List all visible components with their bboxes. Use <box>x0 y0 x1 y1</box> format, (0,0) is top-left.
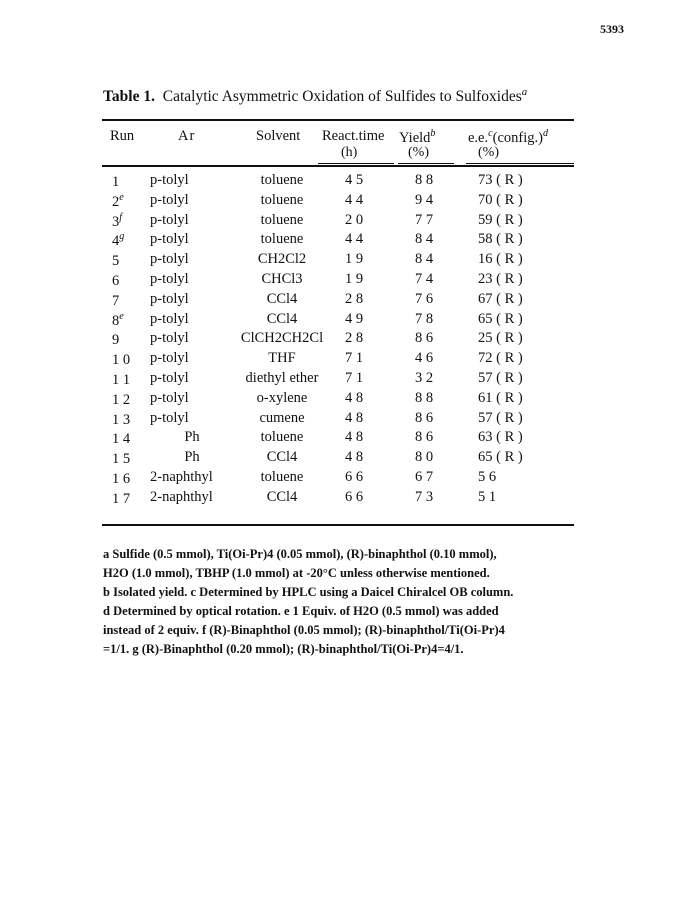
table-top-rule <box>102 119 574 121</box>
ee-cell-text: 23 ( R ) <box>478 271 523 287</box>
solvent-cell <box>226 330 338 347</box>
yield-cell <box>404 390 444 407</box>
ee-cell-text: 25 ( R ) <box>478 330 523 347</box>
react-time-cell-text: 4 8 <box>344 409 364 426</box>
ar-cell-text: p-tolyl <box>150 191 189 208</box>
run-cell <box>112 311 146 330</box>
ee-cell <box>478 469 538 486</box>
yield-cell-text: 8 6 <box>414 429 434 446</box>
run-cell <box>112 192 146 211</box>
ar-cell <box>150 291 232 308</box>
ee-cell <box>478 172 538 189</box>
ar-cell-text: p-tolyl <box>150 290 189 307</box>
solvent-cell <box>226 390 338 407</box>
ar-cell-text: p-tolyl <box>150 271 189 287</box>
table-row <box>0 489 683 509</box>
run-cell <box>112 429 146 448</box>
yield-cell <box>404 271 444 288</box>
table-bottom-rule <box>102 524 574 526</box>
solvent-cell-text: o-xylene <box>256 389 308 406</box>
solvent-cell-text: cumene <box>259 409 305 426</box>
yield-cell-text: 7 4 <box>414 271 434 287</box>
ee-cell-text: 61 ( R ) <box>478 389 523 406</box>
table-row <box>0 410 683 430</box>
react-time-cell-text: 2 0 <box>344 211 364 228</box>
unit-yield: (%) <box>408 145 429 160</box>
react-time-cell-text: 7 1 <box>344 350 364 367</box>
solvent-cell-text: CHCl3 <box>261 271 303 287</box>
solvent-cell-text: toluene <box>260 191 304 208</box>
ee-footnote-mark: c <box>488 128 493 139</box>
yield-cell-text: 8 8 <box>414 172 434 188</box>
run-cell <box>112 330 146 349</box>
yield-cell-text: 7 7 <box>414 211 434 228</box>
react-time-cell <box>335 449 373 466</box>
ar-cell-text: p-tolyl <box>150 370 189 386</box>
run-cell-text: 9 <box>112 332 120 349</box>
solvent-cell-text: toluene <box>260 172 304 188</box>
yield-cell-text: 8 0 <box>414 449 434 466</box>
yield-cell-text: 7 3 <box>414 488 434 505</box>
ar-cell <box>150 489 232 506</box>
yield-cell <box>404 330 444 347</box>
yield-cell <box>404 212 444 229</box>
ee-cell-text: 58 ( R ) <box>478 231 523 248</box>
ee-cell-text: 70 ( R ) <box>478 191 523 208</box>
react-time-cell-text: 4 9 <box>344 310 364 327</box>
react-time-cell-text: 4 8 <box>344 429 364 446</box>
table-row <box>0 449 683 469</box>
solvent-cell <box>226 410 338 427</box>
run-cell <box>112 469 146 488</box>
footnote-line: a Sulfide (0.5 mmol), Ti(Oi-Pr)4 (0.05 mmol), (R)-binaphthol (0.10 mmol), <box>103 547 497 561</box>
ar-cell <box>150 469 232 486</box>
ee-cell <box>478 291 538 308</box>
solvent-cell-text: CCl4 <box>266 290 298 307</box>
ar-cell <box>150 370 232 387</box>
run-cell-text: 1 4 <box>112 431 131 448</box>
solvent-cell <box>226 449 338 466</box>
table-header-rule <box>102 165 574 167</box>
table-footnotes <box>103 545 583 659</box>
ee-cell-text: 5 6 <box>478 469 497 485</box>
ar-cell <box>150 172 232 189</box>
ar-cell-text: Ph <box>184 449 200 466</box>
react-time-cell <box>335 251 373 268</box>
run-cell-text: 1 5 <box>112 451 131 468</box>
react-time-cell <box>335 231 373 248</box>
ar-cell <box>150 212 232 229</box>
ee-cell <box>478 271 538 288</box>
yield-cell-text: 8 6 <box>414 409 434 426</box>
solvent-cell <box>226 469 338 486</box>
ar-cell <box>150 410 232 427</box>
header-react-time: React.time <box>322 128 385 144</box>
yield-cell-text: 4 6 <box>414 350 434 367</box>
table-label: Table 1. <box>103 88 155 106</box>
table-row <box>0 429 683 449</box>
react-time-cell-text: 4 5 <box>344 172 364 188</box>
run-cell-text: 5 <box>112 253 120 270</box>
react-time-cell <box>335 489 373 506</box>
yield-cell-text: 8 4 <box>414 251 434 268</box>
header-yield-text: Yield <box>399 129 431 146</box>
solvent-cell-text: toluene <box>260 469 304 485</box>
yield-cell <box>404 410 444 427</box>
ar-cell-text: p-tolyl <box>150 409 189 426</box>
solvent-cell-text: CCl4 <box>266 449 298 466</box>
run-cell <box>112 271 146 290</box>
ee-cell-text: 59 ( R ) <box>478 211 523 228</box>
ee-underline <box>466 163 574 164</box>
solvent-cell <box>226 291 338 308</box>
solvent-cell <box>226 271 338 288</box>
yield-cell-text: 7 6 <box>414 290 434 307</box>
header-ee-prefix: e.e. <box>468 129 489 146</box>
react-time-cell <box>335 271 373 288</box>
react-time-cell <box>335 192 373 209</box>
ar-cell <box>150 251 232 268</box>
ar-cell <box>150 330 232 347</box>
run-cell-text: 1 7 <box>112 490 131 507</box>
table-row <box>0 291 683 311</box>
react-time-cell <box>335 172 373 189</box>
ee-cell <box>478 429 538 446</box>
footnote-line: b Isolated yield. c Determined by HPLC using a Daicel Chiralcel OB column. <box>103 585 514 599</box>
run-cell <box>112 212 146 231</box>
ee-cell <box>478 390 538 407</box>
react-time-cell <box>335 410 373 427</box>
run-cell-text: 1 3 <box>112 411 131 428</box>
react-time-cell <box>335 311 373 328</box>
solvent-cell <box>226 251 338 268</box>
yield-cell-text: 8 6 <box>414 330 434 347</box>
ar-cell-text: 2-naphthyl <box>150 469 213 485</box>
react-time-cell-text: 6 6 <box>344 469 364 485</box>
ar-cell <box>150 271 232 288</box>
run-cell <box>112 231 146 250</box>
solvent-cell-text: toluene <box>260 231 304 248</box>
table-row <box>0 231 683 251</box>
solvent-cell-text: toluene <box>260 211 304 228</box>
footnote-line: H2O (1.0 mmol), TBHP (1.0 mmol) at -20°C unless otherwise mentioned. <box>103 566 490 580</box>
ee-cell-text: 67 ( R ) <box>478 290 523 307</box>
ar-cell-text: Ph <box>184 429 200 446</box>
footnote-line: d Determined by optical rotation. e 1 Equiv. of H2O (0.5 mmol) was added <box>103 604 499 618</box>
table-row <box>0 370 683 390</box>
header-run: Run <box>110 128 135 144</box>
table-row <box>0 330 683 350</box>
run-cell <box>112 410 146 429</box>
ar-cell-text: p-tolyl <box>150 310 189 327</box>
ee-cell <box>478 231 538 248</box>
ar-cell-text: p-tolyl <box>150 231 189 248</box>
ee-cell <box>478 449 538 466</box>
table-title: Catalytic Asymmetric Oxidation of Sulfides to Sulfoxides <box>162 88 522 106</box>
run-cell <box>112 251 146 270</box>
solvent-cell-text: CH2Cl2 <box>257 251 307 268</box>
ee-cell-text: 16 ( R ) <box>478 251 523 268</box>
ee-cell-text: 73 ( R ) <box>478 172 523 188</box>
ar-cell <box>150 350 232 367</box>
ee-cell <box>478 212 538 229</box>
ar-cell <box>150 390 232 407</box>
run-cell-text: 1 2 <box>112 391 131 408</box>
ee-cell-text: 65 ( R ) <box>478 310 523 327</box>
yield-cell <box>404 429 444 446</box>
ar-cell <box>148 429 236 446</box>
react-time-cell-text: 1 9 <box>344 251 364 268</box>
react-time-cell-text: 4 4 <box>344 231 364 248</box>
ee-cell-text: 57 ( R ) <box>478 409 523 426</box>
run-cell <box>112 489 146 508</box>
unit-time: (h) <box>341 145 358 160</box>
yield-cell <box>404 311 444 328</box>
ar-cell-text: p-tolyl <box>150 330 189 347</box>
run-cell <box>112 350 146 369</box>
run-cell <box>112 370 146 389</box>
table-row <box>0 350 683 370</box>
yield-cell-text: 7 8 <box>414 310 434 327</box>
yield-cell <box>404 350 444 367</box>
react-time-cell-text: 2 8 <box>344 290 364 307</box>
ar-cell-text: p-tolyl <box>150 389 189 406</box>
run-cell <box>112 390 146 409</box>
ar-cell-text: p-tolyl <box>150 211 189 228</box>
yield-cell <box>404 469 444 486</box>
run-cell <box>112 291 146 310</box>
run-cell-text: 2 <box>112 193 120 210</box>
header-yield <box>399 128 435 147</box>
table-row <box>0 251 683 271</box>
run-footnote-mark: g <box>119 231 125 243</box>
ar-cell-text: p-tolyl <box>150 172 189 188</box>
react-time-cell <box>335 390 373 407</box>
solvent-cell <box>226 350 338 367</box>
config-footnote-mark: d <box>542 128 549 139</box>
run-cell-text: 3 <box>112 213 120 230</box>
table-row <box>0 192 683 212</box>
ar-cell <box>150 311 232 328</box>
run-cell-text: 6 <box>112 272 120 289</box>
ee-cell-text: 72 ( R ) <box>478 350 523 367</box>
run-footnote-mark: e <box>119 191 124 203</box>
react-time-cell <box>335 330 373 347</box>
yield-cell <box>404 291 444 308</box>
react-time-cell <box>335 469 373 486</box>
yield-cell <box>404 231 444 248</box>
solvent-cell <box>226 212 338 229</box>
solvent-cell <box>226 489 338 506</box>
run-footnote-mark: e <box>119 310 124 322</box>
yield-cell <box>404 192 444 209</box>
solvent-cell-text: diethyl ether <box>245 370 319 386</box>
solvent-cell-text: CCl4 <box>266 310 298 327</box>
react-time-cell-text: 4 4 <box>344 191 364 208</box>
ee-cell <box>478 192 538 209</box>
page-number: 5393 <box>600 22 624 36</box>
yield-cell <box>404 489 444 506</box>
ee-cell <box>478 410 538 427</box>
table-caption <box>103 86 527 106</box>
solvent-cell-text: ClCH2CH2Cl <box>240 330 324 347</box>
header-ar: Ar <box>178 128 196 144</box>
ar-cell <box>150 231 232 248</box>
solvent-cell <box>226 429 338 446</box>
ee-cell-text: 63 ( R ) <box>478 429 523 446</box>
table-row <box>0 390 683 410</box>
yield-cell <box>404 449 444 466</box>
run-cell-text: 4 <box>112 233 120 250</box>
ar-cell-text: p-tolyl <box>150 350 189 367</box>
time-underline <box>318 163 394 164</box>
react-time-cell-text: 7 1 <box>344 370 364 386</box>
react-time-cell-text: 4 8 <box>344 389 364 406</box>
yield-cell <box>404 370 444 387</box>
unit-ee: (%) <box>478 145 499 160</box>
table-row <box>0 172 683 192</box>
ar-cell <box>148 449 236 466</box>
yield-underline <box>398 163 454 164</box>
ar-cell-text: 2-naphthyl <box>150 488 213 505</box>
run-cell-text: 1 0 <box>112 352 131 369</box>
ee-cell <box>478 489 538 506</box>
solvent-cell-text: THF <box>268 350 296 367</box>
ee-cell <box>478 330 538 347</box>
yield-cell-text: 9 4 <box>414 191 434 208</box>
react-time-cell-text: 1 9 <box>344 271 364 287</box>
yield-footnote-mark: b <box>430 128 436 139</box>
table-row <box>0 212 683 232</box>
yield-cell <box>404 251 444 268</box>
react-time-cell <box>335 212 373 229</box>
run-cell-text: 8 <box>112 312 120 329</box>
react-time-cell-text: 6 6 <box>344 488 364 505</box>
run-cell-text: 7 <box>112 292 120 309</box>
yield-cell-text: 8 4 <box>414 231 434 248</box>
react-time-cell-text: 4 8 <box>344 449 364 466</box>
ar-cell <box>150 192 232 209</box>
table-row <box>0 469 683 489</box>
footnote-line: instead of 2 equiv. f (R)-Binaphthol (0.05 mmol); (R)-binaphthol/Ti(Oi-Pr)4 <box>103 623 505 637</box>
react-time-cell <box>335 370 373 387</box>
yield-cell-text: 6 7 <box>414 469 434 485</box>
react-time-cell <box>335 291 373 308</box>
run-footnote-mark: f <box>119 211 123 223</box>
run-cell-text: 1 1 <box>112 371 131 388</box>
ee-cell <box>478 251 538 268</box>
solvent-cell <box>226 311 338 328</box>
solvent-cell <box>226 172 338 189</box>
react-time-cell-text: 2 8 <box>344 330 364 347</box>
header-ee-suffix: (config.) <box>492 129 543 146</box>
solvent-cell-text: CCl4 <box>266 488 298 505</box>
ee-cell <box>478 370 538 387</box>
table-row <box>0 271 683 291</box>
title-footnote-mark: a <box>521 86 528 98</box>
ar-cell-text: p-tolyl <box>150 251 189 268</box>
solvent-cell <box>226 370 338 387</box>
react-time-cell <box>335 350 373 367</box>
react-time-cell <box>335 429 373 446</box>
ee-cell <box>478 311 538 328</box>
yield-cell-text: 3 2 <box>414 370 434 386</box>
ee-cell-text: 65 ( R ) <box>478 449 523 466</box>
ee-cell-text: 5 1 <box>478 488 497 505</box>
solvent-cell <box>226 192 338 209</box>
run-cell-text: 1 <box>112 173 120 190</box>
run-cell-text: 1 6 <box>112 470 131 487</box>
yield-cell <box>404 172 444 189</box>
yield-cell-text: 8 8 <box>414 389 434 406</box>
run-cell <box>112 449 146 468</box>
solvent-cell-text: toluene <box>260 429 304 446</box>
header-solvent: Solvent <box>256 128 301 144</box>
header-ee <box>468 128 548 147</box>
ee-cell <box>478 350 538 367</box>
footnote-line: =1/1. g (R)-Binaphthol (0.20 mmol); (R)-binaphthol/Ti(Oi-Pr)4=4/1. <box>103 642 464 656</box>
table-row <box>0 311 683 331</box>
solvent-cell <box>226 231 338 248</box>
ee-cell-text: 57 ( R ) <box>478 370 523 386</box>
run-cell <box>112 172 146 191</box>
